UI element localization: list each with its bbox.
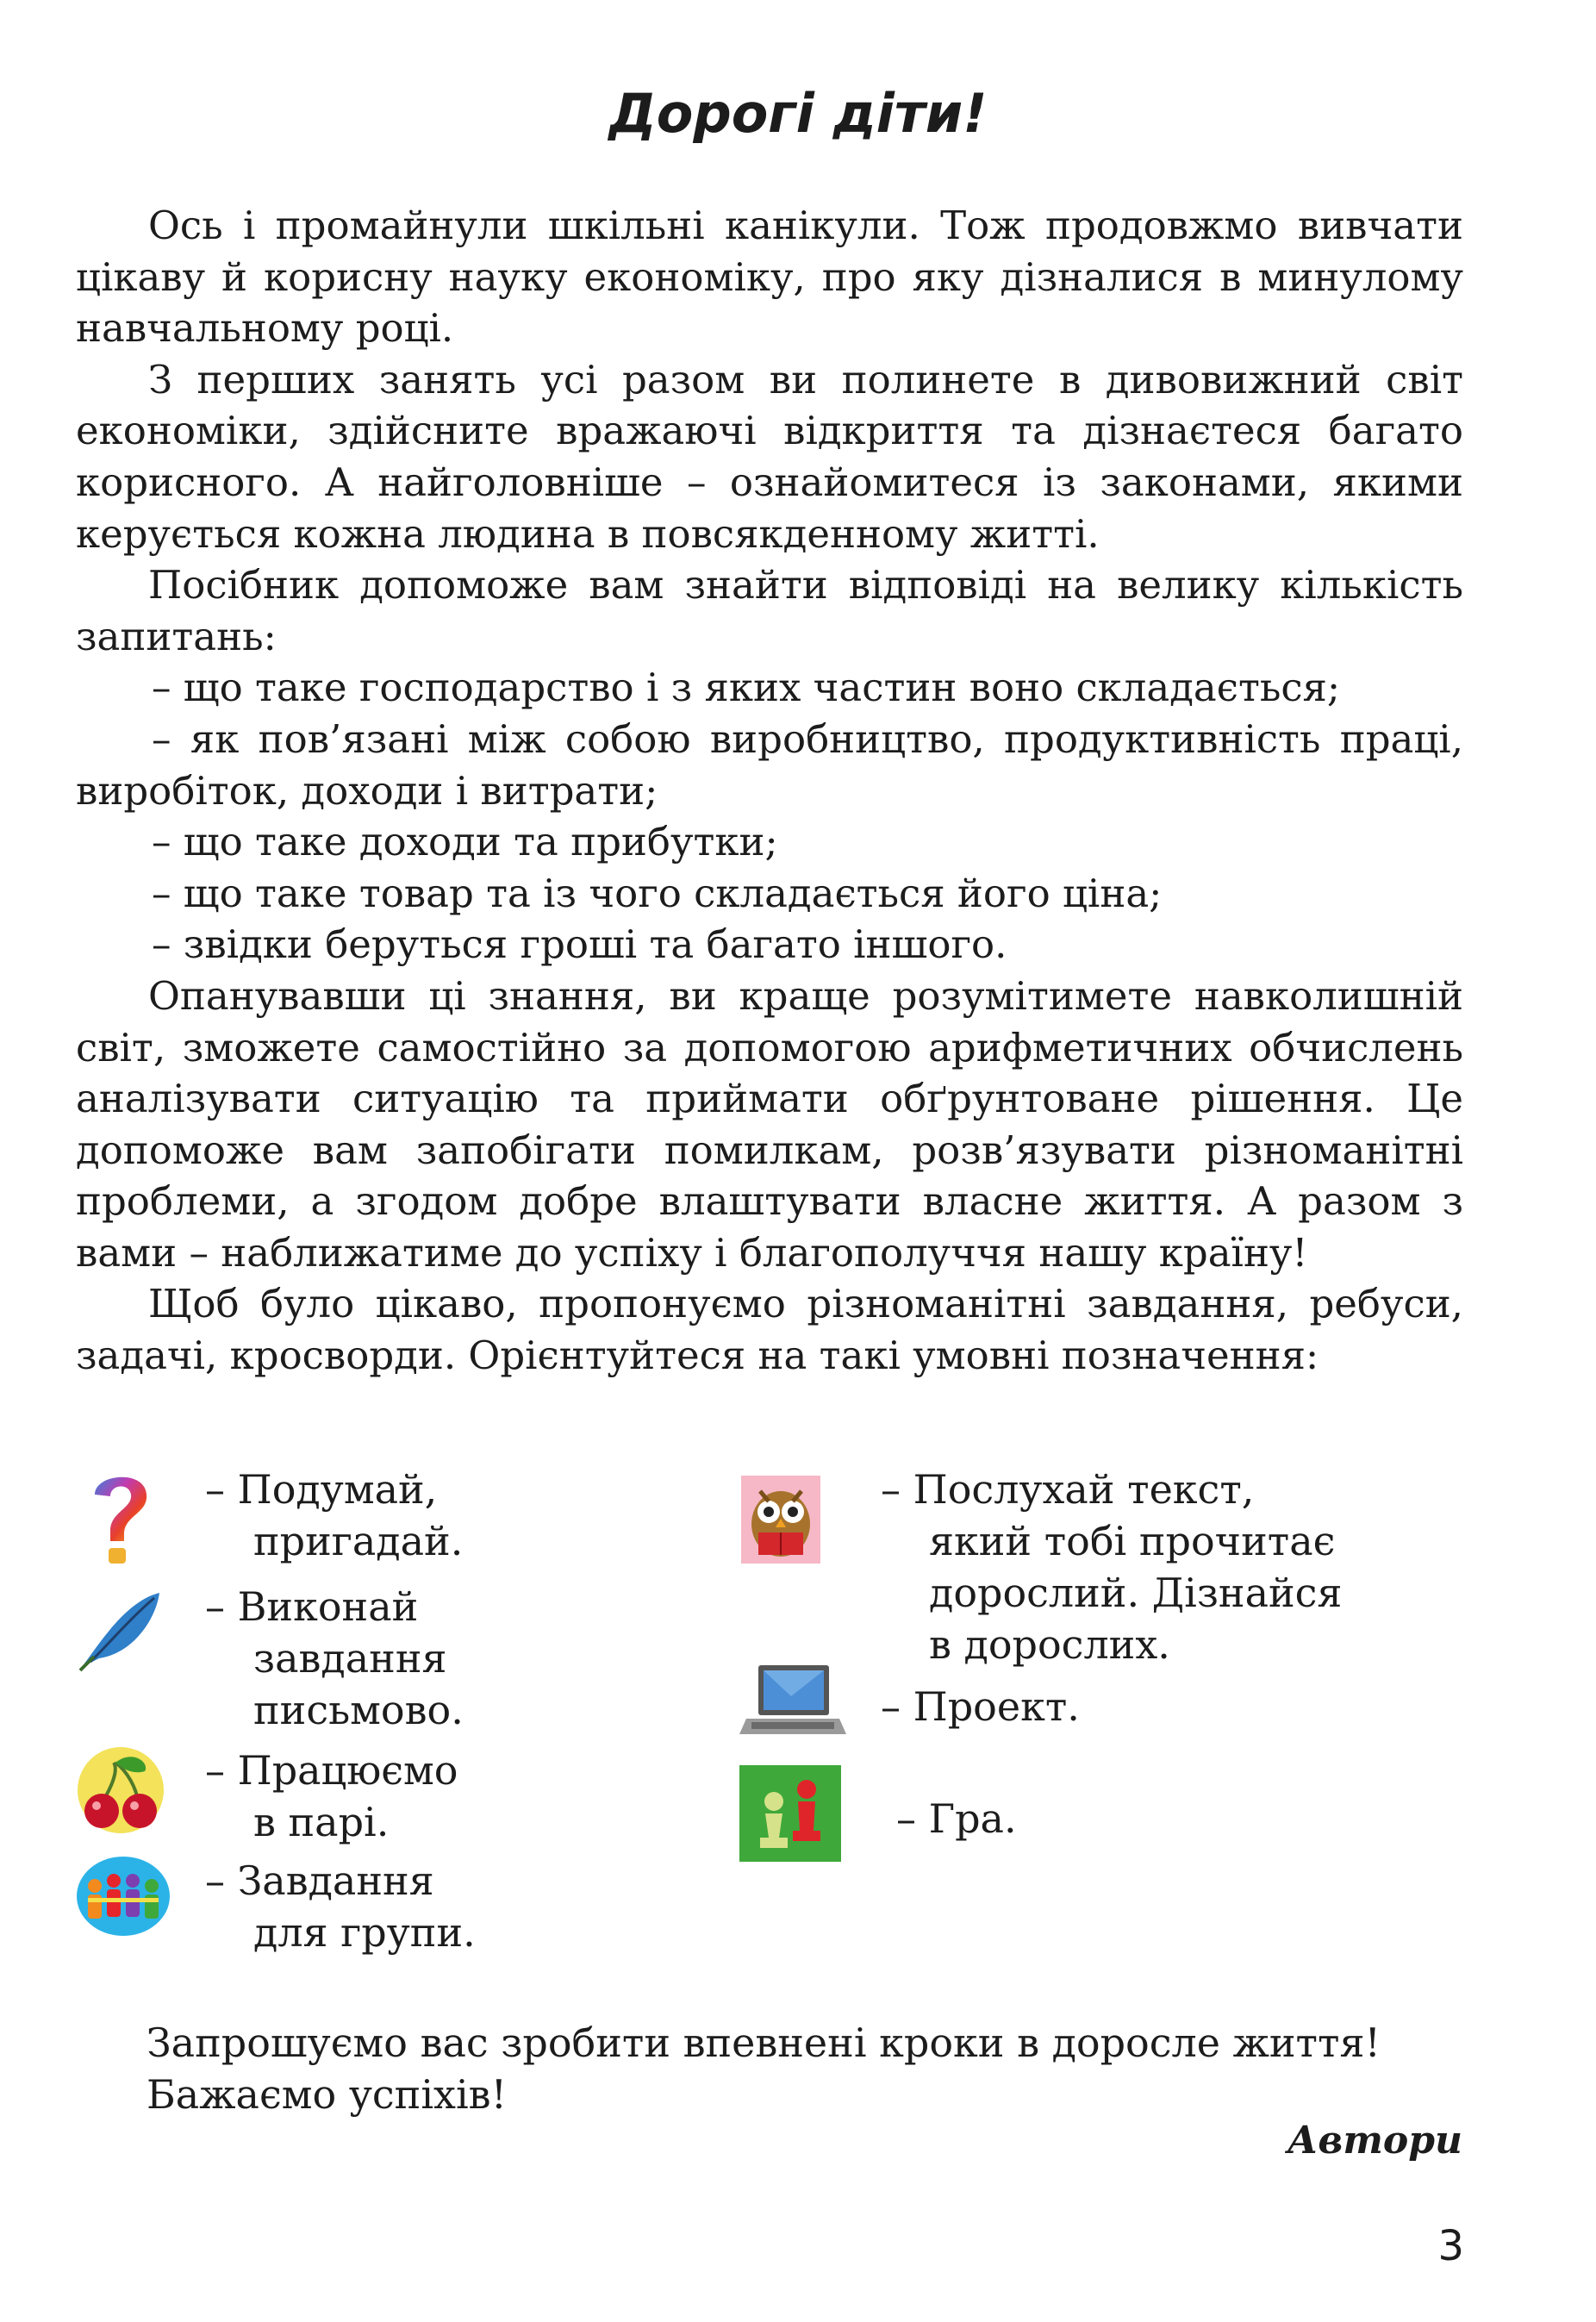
closing-text bbox=[147, 2017, 1465, 2120]
list-item: – що таке господарство і з яких частин воно складається; bbox=[152, 665, 1341, 711]
laptop-icon bbox=[739, 1662, 846, 1739]
intro-text bbox=[76, 200, 1463, 1382]
group-people-icon bbox=[76, 1855, 165, 1944]
paragraph: Щоб було цікаво, пропонуємо різноманітні завдання, ребуси, задачі, кросворди. Орієнтуйтеся на такі умовні позначення: bbox=[76, 1281, 1463, 1379]
legend-label: – Працюємо bbox=[205, 1747, 458, 1794]
legend-label: завдання bbox=[253, 1635, 447, 1682]
list-item: – що таке товар та із чого складається його ціна; bbox=[152, 870, 1163, 916]
closing-line: Бажаємо успіхів! bbox=[147, 2071, 508, 2118]
cherries-icon bbox=[76, 1745, 165, 1835]
paragraph: Посібник допоможе вам знайти відповіді на велику кількість запитань: bbox=[76, 562, 1463, 659]
feather-icon bbox=[73, 1584, 163, 1674]
legend-label: в дорослих. bbox=[929, 1621, 1170, 1668]
legend-label: – Виконай bbox=[205, 1583, 419, 1630]
paragraph: Опанувавши ці знання, ви краще розумітимете навколишній світ, зможете самостійно за допомогою арифметичних обчислень аналізувати ситуацію та приймати обґрунтоване рішення. Це допоможе вам запобігати помилкам, розв’язувати різноманітні проблеми, а згодом добре влаштувати власне життя. А разом з вами – наближатиме до успіху і благополуччя нашу країну! bbox=[76, 972, 1463, 1276]
question-mark-icon bbox=[76, 1465, 165, 1555]
chess-pieces-icon bbox=[739, 1765, 841, 1862]
paragraph: З перших занять усі разом ви полинете в дивовижний світ економіки, здійсните вражаючі відкриття та дізнаєтеся багато корисного. А найголовніше – ознайомитеся із законами, якими керується кожна людина в повсякденному житті. bbox=[76, 356, 1463, 557]
page-number: 3 bbox=[1437, 2222, 1464, 2270]
signature: Автори bbox=[1287, 2119, 1462, 2163]
legend-label: письмово. bbox=[253, 1687, 464, 1733]
legend-label: пригадай. bbox=[253, 1518, 464, 1564]
paragraph: Ось і промайнули шкільні канікули. Тож продовжмо вивчати цікаву й корисну науку економіку, про яку дізналися в минулому навчальному році. bbox=[76, 203, 1463, 352]
page-title: Дорогі діти! bbox=[608, 82, 988, 145]
list-item: – як пов’язані між собою виробництво, продуктивність праці, виробіток, доходи і витрати; bbox=[76, 715, 1463, 814]
legend-label: для групи. bbox=[253, 1909, 476, 1956]
legend-label: – Проект. bbox=[881, 1683, 1080, 1730]
list-item: – звідки беруться гроші та багато іншого. bbox=[152, 921, 1007, 968]
legend-label: – Завдання bbox=[205, 1857, 434, 1904]
list-item: – що таке доходи та прибутки; bbox=[152, 819, 778, 865]
closing-line: Запрошуємо вас зробити впевнені кроки в доросле життя! bbox=[147, 2019, 1381, 2066]
legend-label: дорослий. Дізнайся bbox=[929, 1570, 1343, 1616]
legend-label: в парі. bbox=[253, 1799, 390, 1845]
legend-label: який тобі прочитає bbox=[929, 1518, 1336, 1564]
owl-reading-icon bbox=[741, 1476, 820, 1564]
legend-label: – Гра. bbox=[896, 1795, 1017, 1842]
legend-label: – Подумай, bbox=[205, 1466, 438, 1513]
legend-label: – Послухай текст, bbox=[881, 1466, 1255, 1513]
